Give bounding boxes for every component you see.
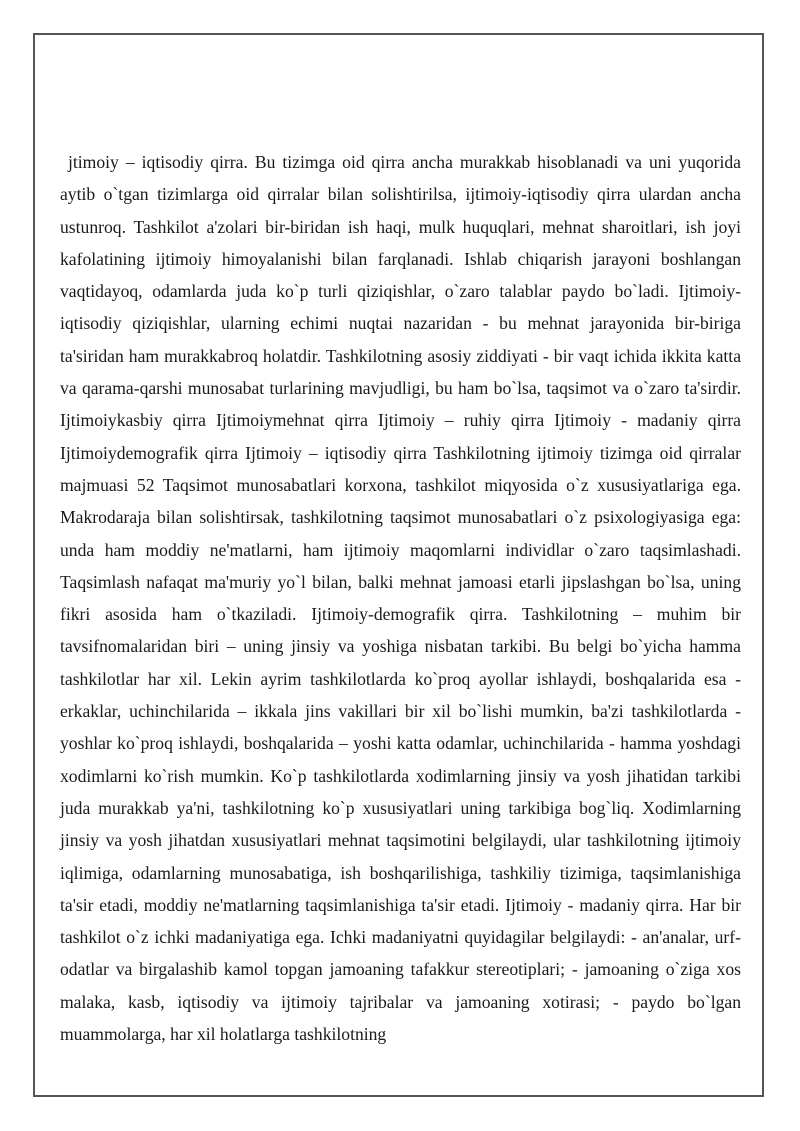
body-paragraph: jtimoiy – iqtisodiy qirra. Bu tizimga oid qirra ancha murakkab hisoblanadi va uni yuqorida aytib o`tgan tizimlarga oid qirralar bilan solishtirilsa, ijtimoiy-iqtisodiy qirra ulardan ancha ustunroq. Tashkilot a'zolari bir-biridan ish haqi, mulk huquqlari, mehnat sharoitlari, ish joyi kafolatining ijtimoiy himoyalanishi bilan farqlanadi. Ishlab chiqarish jarayoni boshlangan vaqtidayoq, odamlarda juda ko`p turli qiziqishlar, o`zaro talablar paydo bo`ladi. Ijtimoiy-iqtisodiy qiziqishlar, ularning echimi nuqtai nazaridan - bu mehnat jarayonida bir-biriga ta'siridan ham murakkabroq holatdir. Tashkilotning asosiy ziddiyati - bir vaqt ichida ikkita katta va qarama-qarshi munosabat turlarining mavjudligi, bu ham bo`lsa, taqsimot va o`zaro ta'sirdir. Ijtimoiykasbiy qirra Ijtimoiymehnat qirra Ijtimoiy – ruhiy qirra Ijtimoiy - madaniy qirra Ijtimoiydemografik qirra Ijtimoiy – iqtisodiy qirra Tashkilotning ijtimoiy tizimga oid qirralar majmuasi 52 Taqsimot munosabatlari korxona, tashkilot miqyosida o`z xususiyatlariga ega. Makrodaraja bilan solishtirsak, tashkilotning taqsimot munosabatlari o`z psixologiyasiga ega: unda ham moddiy ne'matlarni, ham ijtimoiy maqomlarni individlar o`zaro taqsimlashadi. Taqsimlash nafaqat ma'muriy yo`l bilan, balki mehnat jamoasi etarli jipslashgan bo`lsa, uning fikri asosida ham o`tkaziladi. Ijtimoiy-demografik qirra. Tashkilotning – muhim bir tavsifnomalaridan biri – uning jinsiy va yoshiga nisbatan tarkibi. Bu belgi bo`yicha hamma tashkilotlar har xil. Lekin ayrim tashkilotlarda ko`proq ayollar ishlaydi, boshqalarida esa - erkaklar, uchinchilarida – ikkala jins vakillari bir xil bo`lishi mumkin, ba'zi tashkilotlarda - yoshlar ko`proq ishlaydi, boshqalarida – yoshi katta odamlar, uchinchilarida - hamma yoshdagi xodimlarni ko`rish mumkin. Ko`p tashkilotlarda xodimlarning jinsiy va yosh jihatidan tarkibi juda murakkab ya'ni, tashkilotning ko`p xususiyatlari uning tarkibiga bog`liq. Xodimlarning jinsiy va yosh jihatdan xususiyatlari mehnat taqsimotini belgilaydi, ular tashkilotning ijtimoiy iqlimiga, odamlarning munosabatiga, ish boshqarilishiga, tashkiliy tizimiga, taqsimlanishiga ta'sir etadi, moddiy ne'matlarning taqsimlanishiga ta'sir etadi. Ijtimoiy - madaniy qirra. Har bir tashkilot o`z ichki madaniyatiga ega. Ichki madaniyatni quyidagilar belgilaydi: - an'analar, urf-odatlar va birgalashib kamol topgan jamoaning tafakkur stereotiplari; - jamoaning o`ziga xos malaka, kasb, iqtisodiy va ijtimoiy tajribalar va jamoaning xotirasi; - paydo bo`lgan muammolarga, har xil holatlarga tashkilotning	[60, 152, 741, 1045]
